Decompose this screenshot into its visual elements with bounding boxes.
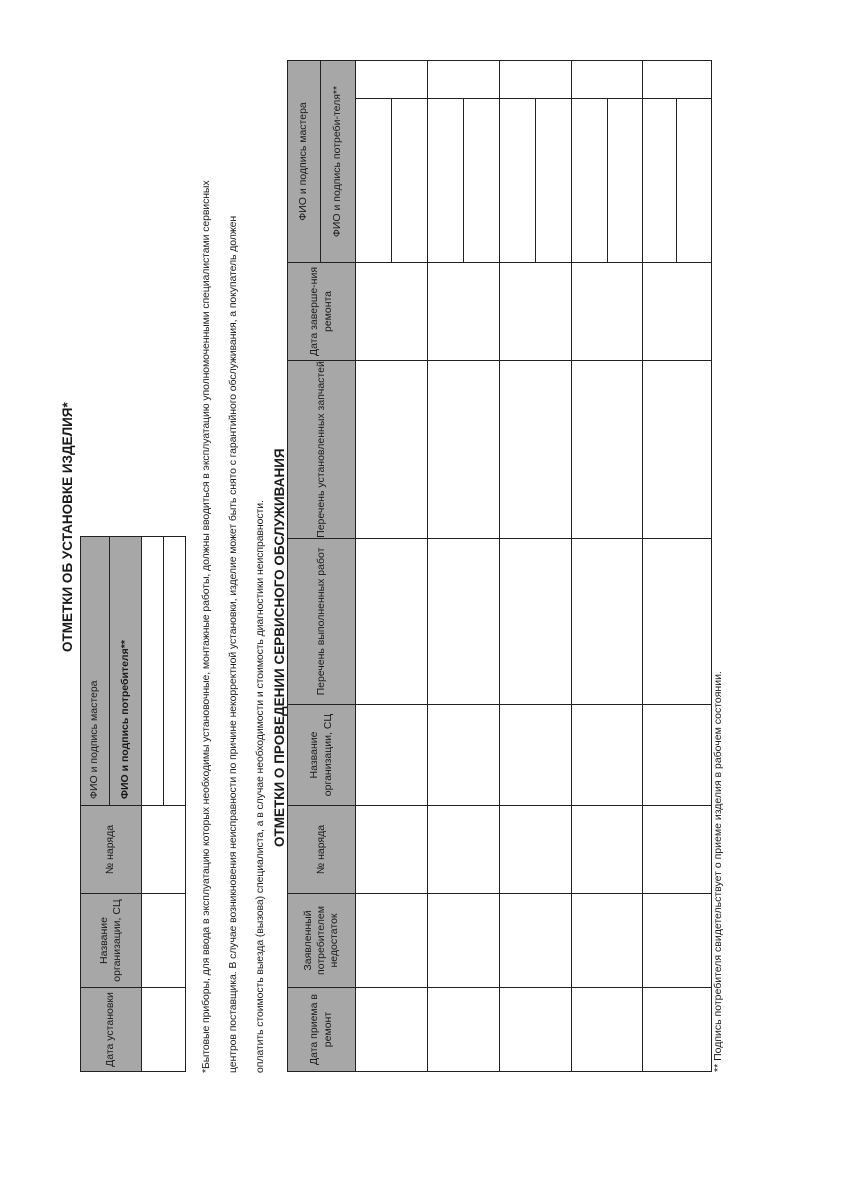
- note-line-3: оплатить стоимость выезда (вызова) специалиста, а в случае необходимости и стоимость диагностики неисправности.: [254, 500, 266, 1073]
- service-cell[interactable]: [428, 705, 500, 806]
- service-cell[interactable]: [428, 894, 500, 988]
- install-col-consumer: ФИО и подпись потребителя**: [110, 537, 142, 806]
- service-cell[interactable]: [572, 263, 643, 361]
- install-cell[interactable]: [142, 894, 186, 988]
- service-cell[interactable]: [428, 61, 500, 99]
- service-cell[interactable]: [572, 61, 643, 99]
- service-cell[interactable]: [643, 361, 712, 539]
- service-cell[interactable]: [500, 99, 536, 263]
- service-cell[interactable]: [500, 806, 572, 894]
- service-cell[interactable]: [572, 99, 608, 263]
- service-cell[interactable]: [643, 263, 712, 361]
- service-cell[interactable]: [356, 539, 428, 705]
- service-cell[interactable]: [643, 894, 712, 988]
- service-cell[interactable]: [356, 263, 428, 361]
- service-cell[interactable]: [356, 61, 428, 99]
- service-cell[interactable]: [572, 894, 643, 988]
- service-cell[interactable]: [428, 361, 500, 539]
- service-cell[interactable]: [356, 705, 428, 806]
- service-cell[interactable]: [428, 988, 500, 1072]
- install-table: [80, 536, 186, 1072]
- install-col-master: ФИО и подпись мастера: [81, 537, 110, 806]
- install-col-date: Дата установки: [81, 988, 142, 1072]
- service-cell[interactable]: [608, 99, 643, 263]
- install-cell[interactable]: [142, 537, 164, 806]
- service-cell[interactable]: [500, 988, 572, 1072]
- service-cell[interactable]: [572, 806, 643, 894]
- service-cell[interactable]: [643, 99, 677, 263]
- service-cell[interactable]: [500, 894, 572, 988]
- install-cell[interactable]: [164, 537, 186, 806]
- service-cell[interactable]: [428, 806, 500, 894]
- service-cell[interactable]: [643, 806, 712, 894]
- service-cell[interactable]: [500, 705, 572, 806]
- service-col-master: ФИО и подпись мастера: [288, 61, 321, 263]
- service-cell[interactable]: [572, 705, 643, 806]
- service-cell[interactable]: [643, 61, 712, 99]
- install-cell[interactable]: [142, 988, 186, 1072]
- service-cell[interactable]: [536, 99, 572, 263]
- service-cell[interactable]: [356, 988, 428, 1072]
- service-cell[interactable]: [356, 806, 428, 894]
- footnote: ** Подпись потребителя свидетельствует о приеме изделия в рабочем состоянии.: [712, 671, 724, 1072]
- service-cell[interactable]: [428, 263, 500, 361]
- service-col-receive: Дата приема в ремонт: [288, 988, 356, 1072]
- service-cell[interactable]: [677, 99, 712, 263]
- service-cell[interactable]: [356, 361, 428, 539]
- service-cell[interactable]: [356, 894, 428, 988]
- service-col-done: Дата заверше-ния ремонта: [288, 263, 356, 361]
- install-cell[interactable]: [142, 806, 186, 894]
- install-col-num: № наряда: [81, 806, 142, 894]
- service-cell[interactable]: [464, 99, 500, 263]
- service-col-works: Перечень выполненных работ: [288, 539, 356, 705]
- service-cell[interactable]: [392, 99, 428, 263]
- service-cell[interactable]: [572, 361, 643, 539]
- note-line-1: *Бытовые приборы, для ввода в эксплуатацию которых необходимы установочные, монтажные работы, должны вводиться в эксплуатацию уполномоченными специалистами сервисных: [200, 180, 212, 1073]
- service-col-parts: Перечень установленных запчастей: [288, 361, 356, 539]
- note-line-2: центров поставщика. В случае возникновения неисправности по причине некорректной установки, изделие может быть снято с гарантийного обслуживания, а покупатель должен: [227, 215, 239, 1073]
- service-table: [287, 60, 712, 1072]
- service-col-org: Название организации, СЦ: [288, 705, 356, 806]
- service-col-consumer: ФИО и подпись потреби-теля**: [321, 61, 356, 263]
- service-cell[interactable]: [643, 539, 712, 705]
- rotated-page: [60, 61, 724, 1073]
- service-cell[interactable]: [356, 99, 392, 263]
- service-cell[interactable]: [428, 99, 464, 263]
- service-cell[interactable]: [572, 988, 643, 1072]
- service-title: ОТМЕТКИ О ПРОВЕДЕНИИ СЕРВИСНОГО ОБСЛУЖИВАНИЯ: [272, 448, 287, 847]
- service-cell[interactable]: [500, 263, 572, 361]
- install-col-org: Название организации, СЦ: [81, 894, 142, 988]
- service-col-defect: Заявленный потребителем недостаток: [288, 894, 356, 988]
- service-cell[interactable]: [500, 61, 572, 99]
- service-cell[interactable]: [572, 539, 643, 705]
- service-cell[interactable]: [428, 539, 500, 705]
- service-cell[interactable]: [643, 988, 712, 1072]
- install-title: ОТМЕТКИ ОБ УСТАНОВКЕ ИЗДЕЛИЯ*: [60, 402, 75, 652]
- service-cell[interactable]: [500, 361, 572, 539]
- service-cell[interactable]: [643, 705, 712, 806]
- service-col-num: № наряда: [288, 806, 356, 894]
- service-cell[interactable]: [500, 539, 572, 705]
